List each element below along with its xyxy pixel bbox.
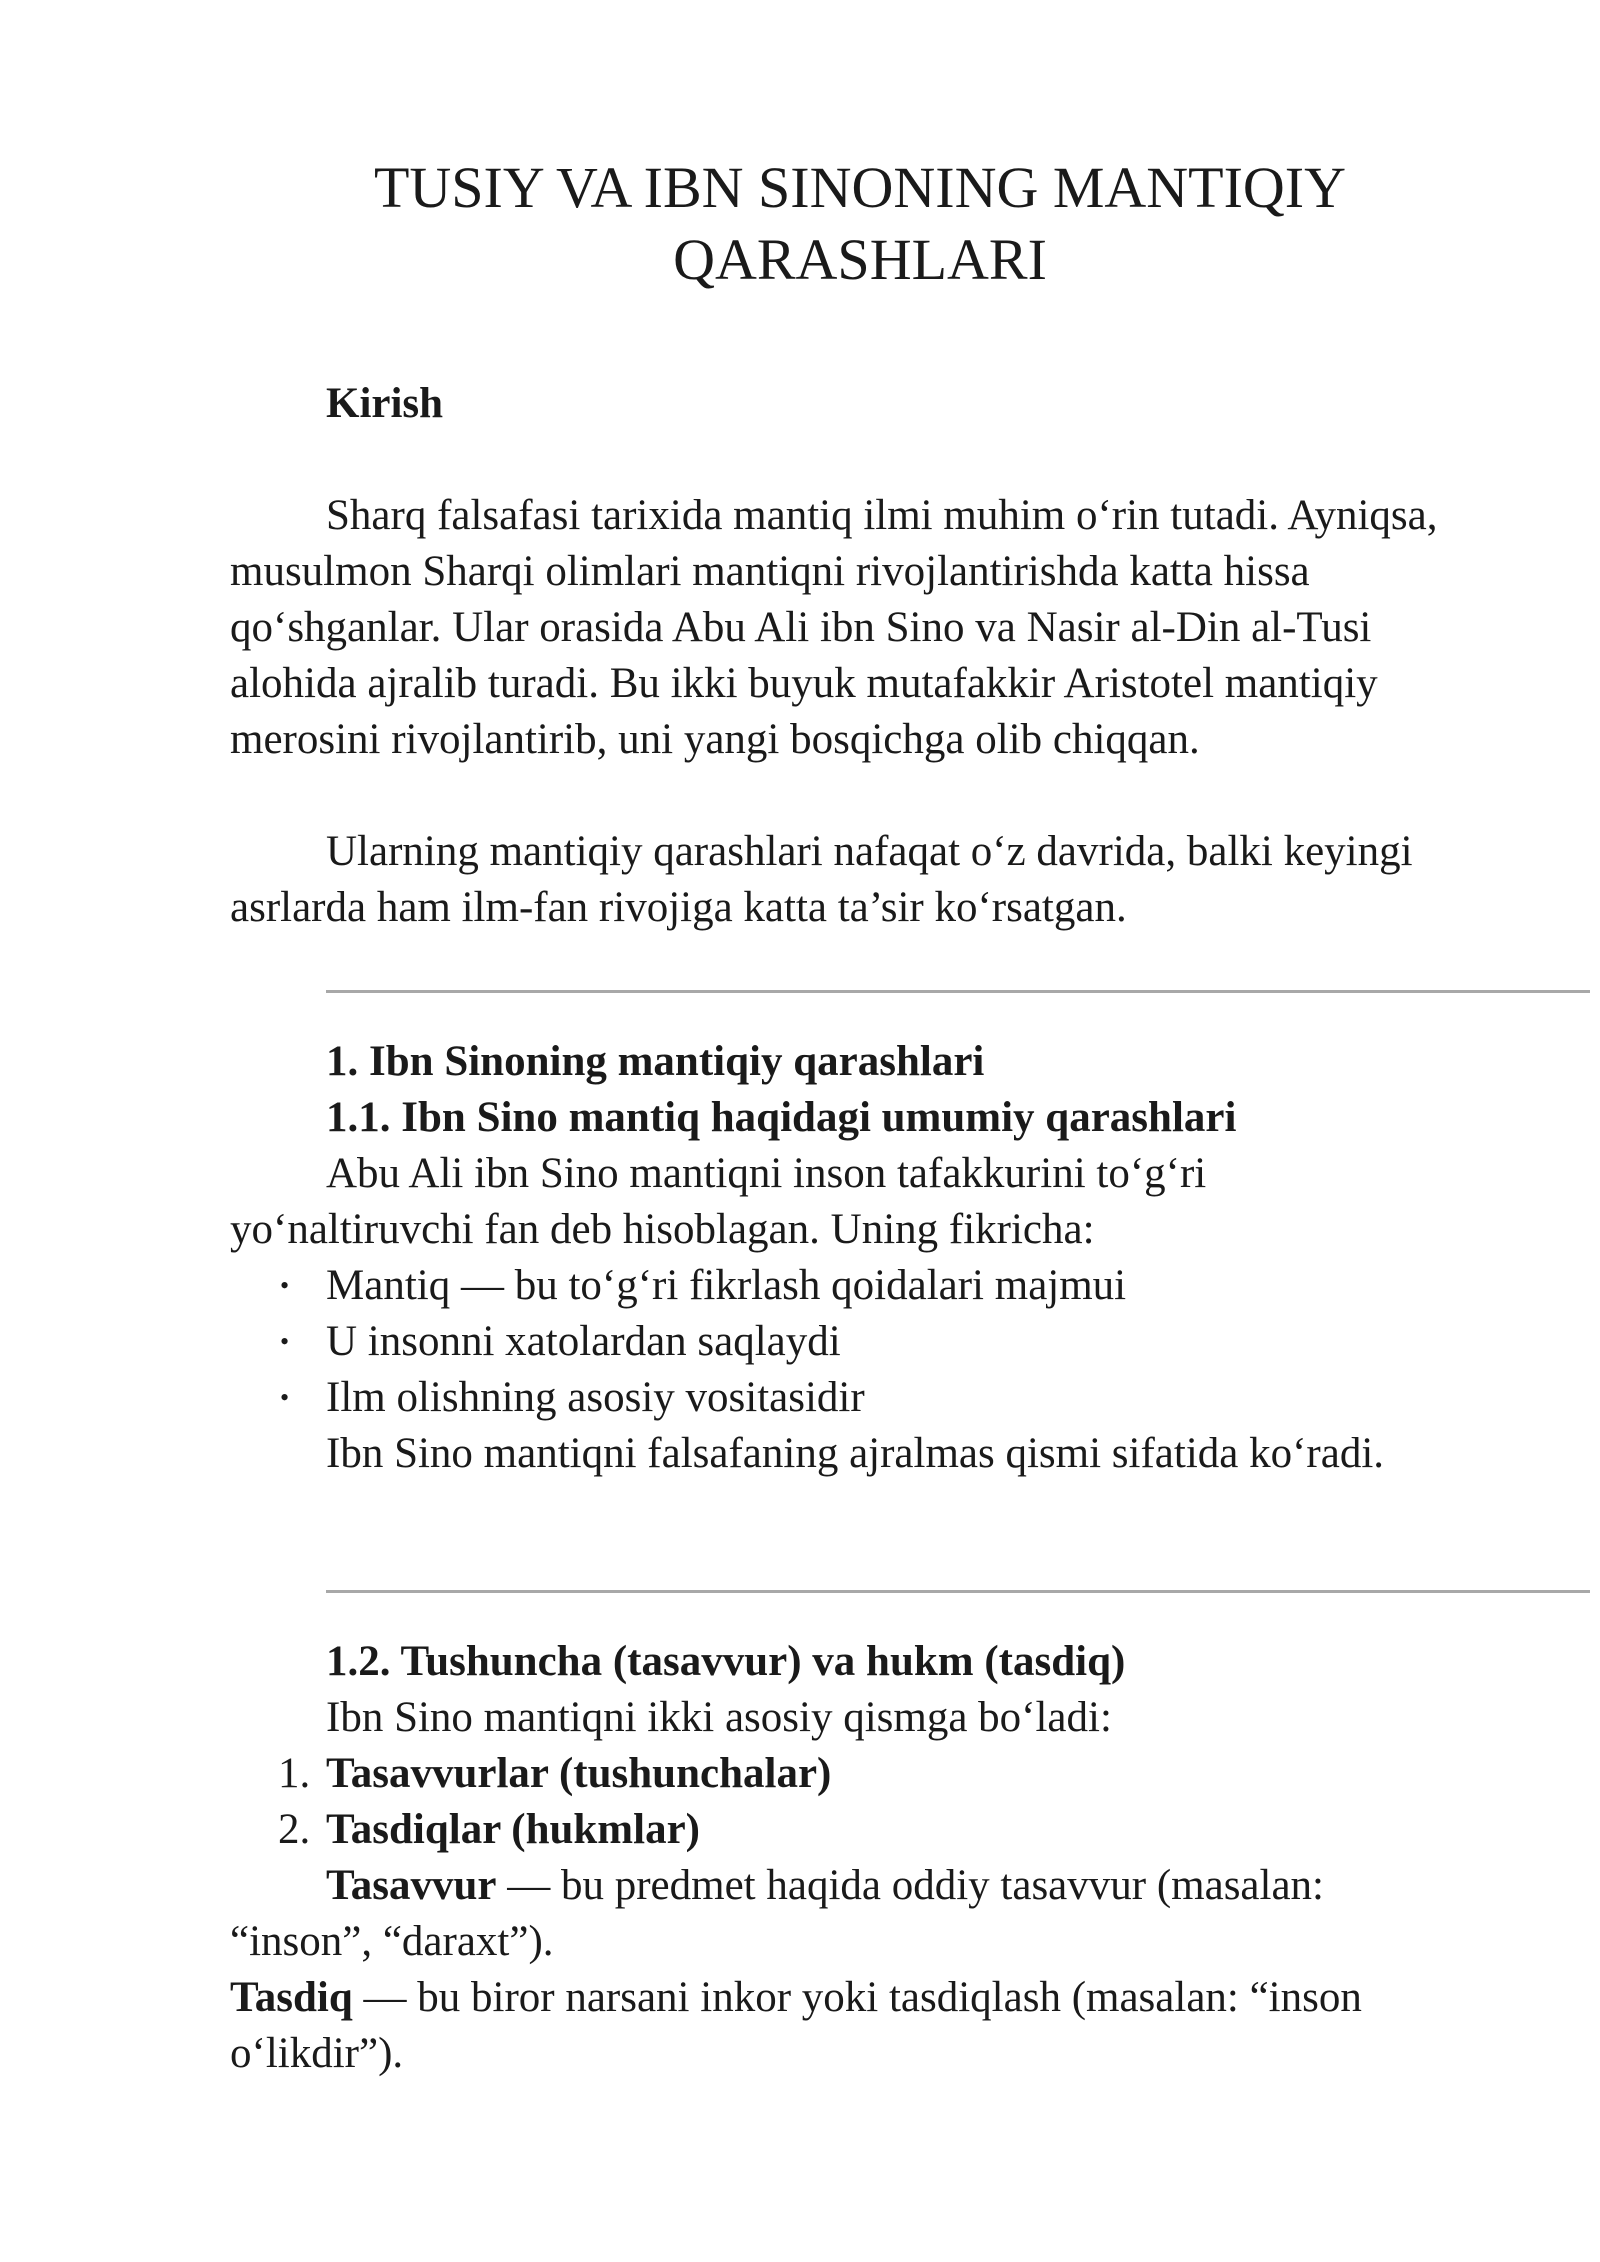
list-item-text: Tasdiqlar (hukmlar) xyxy=(326,1806,700,1853)
bullet-icon: • xyxy=(280,1383,290,1412)
section-divider xyxy=(326,990,1590,993)
definition-text: — bu biror narsani inkor yoki tasdiqlash (masalan: “inson o‘likdir”). xyxy=(230,1974,1362,2077)
list-item xyxy=(230,1258,1126,1314)
list-item xyxy=(230,1314,1126,1370)
definition-text: — bu predmet haqida oddiy tasavvur (masalan: “inson”, “daraxt”). xyxy=(230,1862,1324,1965)
definition-tasavvur xyxy=(230,1858,1460,1970)
list-item xyxy=(230,1746,831,1802)
intro-paragraph-2: Ularning mantiqiy qarashlari nafaqat o‘z davrida, balki keyingi asrlarda ham ilm-fan rivojiga katta ta’sir ko‘rsatgan. xyxy=(230,828,1413,931)
section-1-heading: 1. Ibn Sinoning mantiqiy qarashlari xyxy=(326,1038,985,1085)
list-number: 2. xyxy=(278,1806,311,1853)
list-item-text: Ilm olishning asosiy vositasidir xyxy=(326,1374,865,1421)
section-1-1-paragraph-2: Ibn Sino mantiqni falsafaning ajralmas qismi sifatida ko‘radi. xyxy=(326,1430,1385,1477)
list-item-text: U insonni xatolardan saqlaydi xyxy=(326,1318,841,1365)
definition-tasdiq xyxy=(230,1970,1460,2082)
bullet-icon: • xyxy=(280,1271,290,1300)
definition-term: Tasavvur xyxy=(326,1862,497,1909)
bullet-icon: • xyxy=(280,1327,290,1356)
list-item xyxy=(230,1802,831,1858)
list-item xyxy=(230,1370,1126,1426)
document-title: TUSIY VA IBN SINONING MANTIQIY QARASHLARI xyxy=(373,155,1347,292)
section-1-2-heading: 1.2. Tushuncha (tasavvur) va hukm (tasdiq) xyxy=(326,1638,1126,1685)
section-1-1-subheading: 1.1. Ibn Sino mantiq haqidagi umumiy qarashlari xyxy=(326,1094,1237,1141)
list-item-text: Tasavvurlar (tushunchalar) xyxy=(326,1750,832,1797)
bullet-list xyxy=(230,1258,1126,1426)
numbered-list xyxy=(230,1746,831,1858)
section-divider xyxy=(326,1590,1590,1593)
intro-paragraph-1: Sharq falsafasi tarixida mantiq ilmi muhim o‘rin tutadi. Ayniqsa, musulmon Sharqi olimlari mantiqni rivojlantirishda katta hissa qo‘shganlar. Ular orasida Abu Ali ibn Sino va Nasir al-Din al-Tusi alohida ajralib turadi. Bu ikki buyuk mutafakkir Aristotel mantiqiy merosini rivojlantirib, uni yangi bosqichga olib chiqqan. xyxy=(230,492,1438,763)
list-number: 1. xyxy=(278,1750,311,1797)
list-item-text: Mantiq — bu to‘g‘ri fikrlash qoidalari majmui xyxy=(326,1262,1127,1309)
section-1-1-paragraph-1: Abu Ali ibn Sino mantiqni inson tafakkurini to‘g‘ri yo‘naltiruvchi fan deb hisoblagan. Uning fikricha: xyxy=(230,1150,1207,1253)
definition-term: Tasdiq xyxy=(230,1974,353,2021)
section-1-2-paragraph-1: Ibn Sino mantiqni ikki asosiy qismga bo‘ladi: xyxy=(326,1694,1112,1741)
intro-heading: Kirish xyxy=(326,380,444,427)
